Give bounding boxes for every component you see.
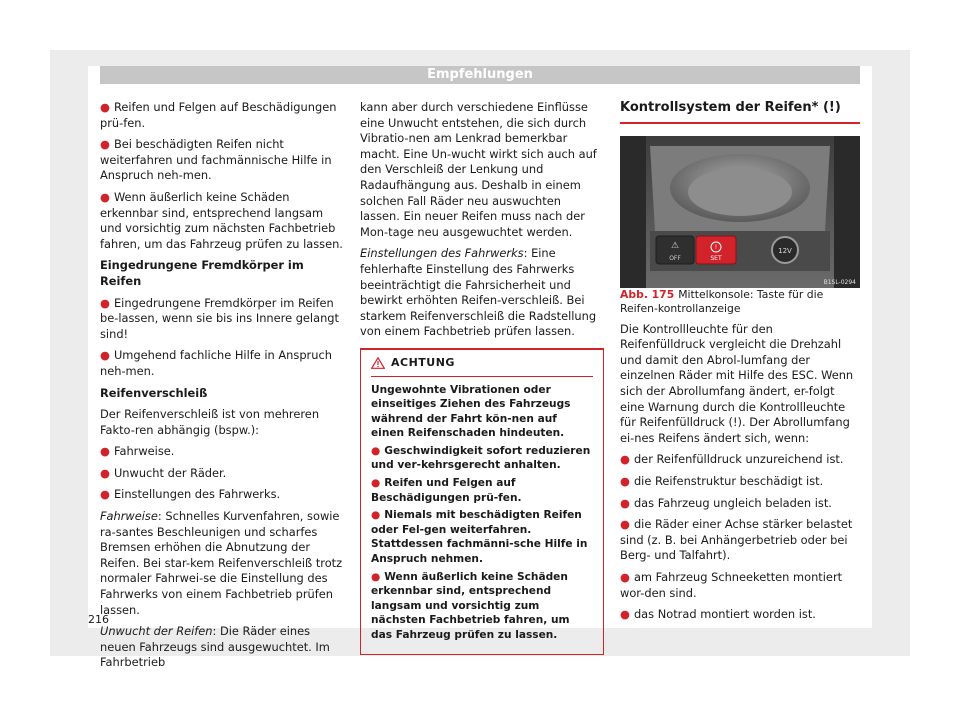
section-title: Kontrollsystem der Reifen* (!) [620, 100, 860, 124]
bullet-icon: ● [371, 509, 381, 522]
list-item: ● Wenn äußerlich keine Schäden erkennbar sind, entsprechend langsam und vorsichtig zum nächsten Fachbetrieb fahren, um das Fahrzeug prüfen zu lassen. [100, 189, 343, 251]
bullet-icon: ● [620, 569, 630, 584]
subheading-foreign-objects: Eingedrungene Fremdkörper im Reifen [100, 258, 304, 288]
button-set-label: SET [710, 254, 722, 262]
paragraph: Fahrweise: Schnelles Kurvenfahren, sowie ra-santes Beschleunigen und scharfes Bremsen erhöhen die Abnutzung der Reifen. Bei star-kem Reifenverschleiß trotz normaler Fahrwei-se die Einstellung des Fahrwerks von einem Fachbetrieb prüfen lassen. [100, 509, 343, 617]
warning-intro: Ungewohnte Vibrationen oder einseitiges Ziehen des Fahrzeugs während der Fahrt kön-nen auf einen Reifenschaden hindeuten. [371, 383, 571, 440]
warning-header [371, 350, 593, 377]
list-item: ● Fahrweise. [100, 444, 175, 459]
list-item: ● Eingedrungene Fremdkörper im Reifen be-lassen, wenn sie bis ins Innere gelangt sind! [100, 295, 339, 341]
column-1 [100, 100, 344, 677]
warning-body [371, 383, 593, 643]
bullet-icon: ● [100, 295, 110, 310]
bullet-icon: ● [371, 444, 381, 457]
bullet-icon: ● [100, 487, 110, 502]
list-item: ● der Reifenfülldruck unzureichend ist. [620, 452, 844, 467]
bullet-icon: ● [371, 570, 381, 583]
list-item: ● Umgehend fachliche Hilfe in Anspruch neh-men. [100, 348, 332, 378]
list-item: ● das Notrad montiert worden ist. [620, 607, 816, 622]
list-item: ● Einstellungen des Fahrwerks. [100, 487, 281, 502]
bullet-icon: ● [620, 517, 630, 532]
paragraph: Einstellungen des Fahrwerks: Eine fehlerhafte Einstellung des Fahrwerks beeinträchtigt die Fahrsicherheit und bewirkt erhöhten Reifen-verschleiß. Bei starkem Reifenverschleiß die Radstellung von einem Fachbetrieb prüfen lassen. [360, 246, 597, 339]
list-item: ● am Fahrzeug Schneeketten montiert wor-den sind. [620, 569, 843, 600]
warning-triangle-icon [371, 357, 385, 369]
list-item: ● Unwucht der Räder. [100, 465, 227, 480]
list-item: ● die Räder einer Achse stärker belastet sind (z. B. bei Anhängerbetrieb oder bei Berg- und Talfahrt). [620, 517, 853, 563]
bullet-icon: ● [100, 348, 110, 363]
warning-box [360, 348, 604, 655]
figure-caption: Abb. 175 Mittelkonsole: Taste für die Reifen-kontrollanzeige [620, 287, 824, 315]
button-off-label: OFF [669, 254, 681, 262]
bullet-icon: ● [620, 452, 630, 467]
subheading-tire-wear: Reifenverschleiß [100, 385, 208, 400]
bullet-icon: ● [620, 495, 630, 510]
bullet-icon: ● [100, 444, 110, 459]
bullet-icon: ● [371, 477, 381, 490]
list-item: ● Niemals mit beschädigten Reifen oder Fel-gen weiterfahren. Stattdessen fachmänni-sche Hilfe in Anspruch nehmen. [371, 509, 588, 566]
column-2 [360, 100, 604, 655]
bullet-icon: ● [100, 189, 110, 204]
paragraph: kann aber durch verschiedene Einflüsse eine Unwucht entstehen, die sich durch Vibratio-nen am Lenkrad bemerkbar macht. Eine Un-wucht wirkt sich auch auf den Verschleiß der Lenkung und Radaufhängung aus. Deshalb in einem solchen Fall Räder neu auswuchten lassen. Ein neuer Reifen muss nach der Mon-tage neu ausgewuchtet werden. [360, 100, 597, 239]
tire-pressure-warning-icon: (!) [822, 100, 841, 115]
figure-code: B1SL-0294 [823, 278, 856, 286]
list-item: ● Reifen und Felgen auf Beschädigungen prü-fen. [371, 477, 522, 504]
bullet-icon: ● [620, 473, 630, 488]
warning-title: ACHTUNG [391, 355, 455, 369]
bullet-icon: ● [620, 607, 630, 622]
svg-text:!: ! [714, 243, 718, 251]
column-3 [620, 100, 860, 629]
paragraph: Unwucht der Reifen: Die Räder eines neuen Fahrzeugs sind ausgewuchtet. Im Fahrbetrieb [100, 624, 330, 670]
bullet-list-1 [100, 100, 344, 252]
center-console-illustration [620, 136, 860, 288]
section-header: Empfehlungen [100, 66, 860, 84]
paragraph: Die Kontrollleuchte für den Reifenfülldruck vergleicht die Drehzahl und damit den Abrol-lumfang der einzelnen Räder mit Hilfe des ESC. Wenn sich der Abrollumfang ändert, er-folgt eine Warnung durch die Kontrollleuchte für Reifenfülldruck (!). Der Abrollumfang ei-nes Reifens ändert sich, wenn: [620, 321, 854, 445]
list-item: ● das Fahrzeug ungleich beladen ist. [620, 495, 832, 510]
list-item: ● Geschwindigkeit sofort reduzieren und ver-kehrsgerecht anhalten. [371, 444, 591, 472]
list-item: ● Bei beschädigten Reifen nicht weiterfahren und fachmännische Hilfe in Anspruch neh-men. [100, 137, 332, 183]
page-number: 216 [88, 613, 109, 626]
figure-center-console [620, 136, 860, 288]
svg-text:⚠: ⚠ [670, 240, 680, 251]
list-item: ● die Reifenstruktur beschädigt ist. [620, 473, 824, 488]
bullet-icon: ● [100, 465, 110, 480]
bullet-icon: ● [100, 137, 110, 152]
paragraph: Der Reifenverschleiß ist von mehreren Fakto-ren abhängig (bspw.): [100, 407, 320, 437]
list-item: ● Reifen und Felgen auf Beschädigungen prü-fen. [100, 100, 337, 130]
socket-12v-label: 12V [778, 246, 792, 255]
list-item: ● Wenn äußerlich keine Schäden erkennbar sind, entsprechend langsam und vorsichtig zum nächsten Fachbetrieb fahren, um das Fahrzeug prüfen zu lassen. [371, 570, 570, 641]
bullet-icon: ● [100, 100, 110, 114]
